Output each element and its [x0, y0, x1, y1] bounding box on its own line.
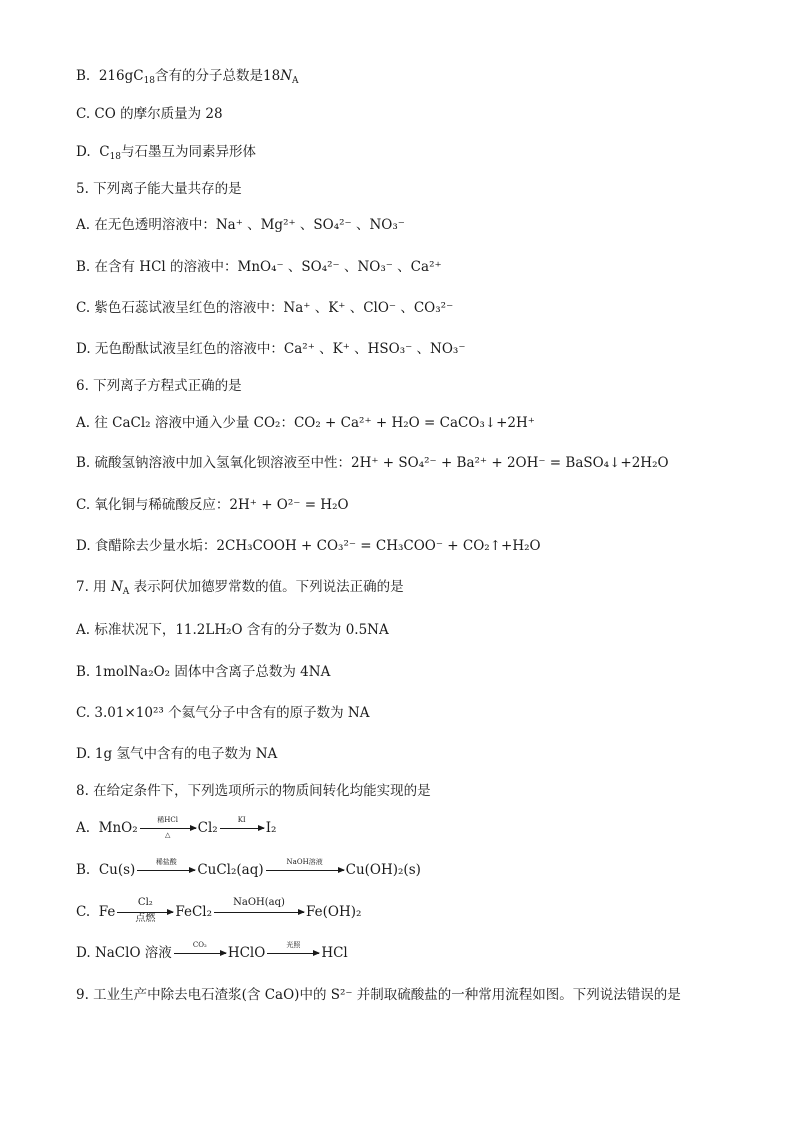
arrow-condition-over: Cl₂ [137, 897, 153, 908]
species: FeCl₂ [175, 904, 213, 920]
avogadro-symbol: N [110, 579, 123, 595]
question-7-option-b: B. 1molNa₂O₂ 固体中含离子总数为 4NA [76, 664, 331, 680]
arrow-shaft [214, 912, 304, 913]
question-7-option-c: C. 3.01×10²³ 个氦气分子中含有的原子数为 NA [76, 705, 370, 721]
arrow-shaft [140, 828, 196, 829]
question-5-option-c: C. 紫色石蕊试液呈红色的溶液中：Na⁺ 、K⁺ 、ClO⁻ 、CO₃²⁻ [76, 300, 454, 316]
arrow-condition-over: NaOH(aq) [233, 897, 285, 908]
arrow-shaft [220, 828, 264, 829]
option-text: 与石墨互为同素异形体 [121, 144, 257, 160]
species: HClO [227, 945, 266, 961]
question-8-option-b [76, 860, 421, 880]
reaction-arrow [140, 816, 196, 839]
species: Fe(OH)₂ [306, 904, 362, 920]
option-b-c18-molecules [76, 66, 299, 91]
arrow-shaft [267, 953, 319, 954]
species: Fe [98, 904, 116, 920]
question-9-stem: 9. 工业生产中除去电石渣浆(含 CaO)中的 S²⁻ 并制取硫酸盐的一种常用流程如图。下列说法错误的是 [76, 987, 681, 1003]
arrow-shaft [137, 870, 195, 871]
species: Cu(OH)₂(s) [345, 862, 421, 878]
question-6-stem: 6. 下列离子方程式正确的是 [76, 378, 242, 394]
option-d-c18-allotrope [76, 142, 256, 167]
arrow-shaft [174, 953, 226, 954]
subscript: 18 [109, 152, 122, 162]
question-6-option-a: A. 往 CaCl₂ 溶液中通入少量 CO₂：CO₂ + Ca²⁺ + H₂O = CaCO₃↓+2H⁺ [76, 415, 535, 431]
species: CuCl₂(aq) [197, 862, 264, 878]
species: I₂ [265, 820, 277, 836]
subscript: A [122, 587, 130, 597]
arrow-condition-over: 稀盐酸 [155, 858, 177, 866]
reaction-arrow [266, 858, 344, 871]
question-8-option-a [76, 818, 276, 838]
question-5-stem: 5. 下列离子能大量共存的是 [76, 181, 242, 197]
question-8-option-c [76, 897, 362, 924]
species: NaClO 溶液 [94, 945, 172, 961]
option-prefix: A. [76, 820, 91, 836]
arrow-condition-over: 稀HCl [157, 816, 178, 824]
option-prefix: B. [76, 862, 91, 878]
species: Cu(s) [98, 862, 136, 878]
reaction-arrow [220, 816, 264, 829]
arrow-condition-under: △ [164, 831, 171, 839]
option-prefix: C. [76, 904, 91, 920]
reaction-arrow [267, 941, 319, 954]
stem-text: 7. 用 [76, 579, 107, 595]
arrow-condition-over: 光照 [286, 941, 301, 949]
question-5-option-d: D. 无色酚酞试液呈红色的溶液中：Ca²⁺ 、K⁺ 、HSO₃⁻ 、NO₃⁻ [76, 341, 466, 357]
option-prefix: B. [76, 68, 91, 84]
subscript: 18 [143, 76, 156, 86]
arrow-shaft [266, 870, 344, 871]
question-6-option-c: C. 氧化铜与稀硫酸反应：2H⁺ + O²⁻ = H₂O [76, 497, 349, 513]
subscript: A [292, 76, 299, 86]
reaction-arrow [174, 941, 226, 954]
option-c-co-molar-mass: C. CO 的摩尔质量为 28 [76, 106, 223, 122]
arrow-condition-over: KI [237, 816, 246, 824]
species: HCl [321, 945, 348, 961]
option-prefix: D. [76, 945, 91, 961]
stem-text: 表示阿伏加德罗常数的值。下列说法正确的是 [133, 579, 404, 595]
question-5-option-b: B. 在含有 HCl 的溶液中：MnO₄⁻ 、SO₄²⁻ 、NO₃⁻ 、Ca²⁺ [76, 259, 442, 275]
question-8-option-d [76, 943, 348, 963]
question-7-option-a: A. 标准状况下，11.2LH₂O 含有的分子数为 0.5NA [76, 622, 389, 638]
avogadro-symbol: N [280, 68, 293, 84]
question-5-option-a: A. 在无色透明溶液中：Na⁺ 、Mg²⁺ 、SO₄²⁻ 、NO₃⁻ [76, 217, 405, 233]
species: Cl₂ [197, 820, 218, 836]
option-prefix: D. [76, 144, 91, 160]
arrow-condition-under: 点燃 [135, 913, 156, 924]
reaction-arrow [137, 858, 195, 871]
arrow-condition-over: CO₂ [192, 941, 207, 949]
question-7-stem [76, 577, 404, 602]
arrow-condition-over: NaOH溶液 [286, 858, 323, 866]
option-text: 含有的分子总数是18 [155, 68, 281, 84]
question-6-option-b: B. 硫酸氢钠溶液中加入氢氧化钡溶液至中性：2H⁺ + SO₄²⁻ + Ba²⁺ + 2OH⁻ = BaSO₄↓+2H₂O [76, 455, 669, 471]
question-8-stem: 8. 在给定条件下，下列选项所示的物质间转化均能实现的是 [76, 783, 431, 799]
question-7-option-d: D. 1g 氢气中含有的电子数为 NA [76, 746, 278, 762]
question-6-option-d: D. 食醋除去少量水垢：2CH₃COOH + CO₃²⁻ = CH₃COO⁻ + CO₂↑+H₂O [76, 538, 541, 554]
reaction-arrow [117, 897, 173, 924]
formula-text: C [99, 144, 110, 160]
reaction-arrow [214, 897, 304, 913]
formula-text: 216gC [98, 68, 144, 84]
species: MnO₂ [98, 820, 138, 836]
